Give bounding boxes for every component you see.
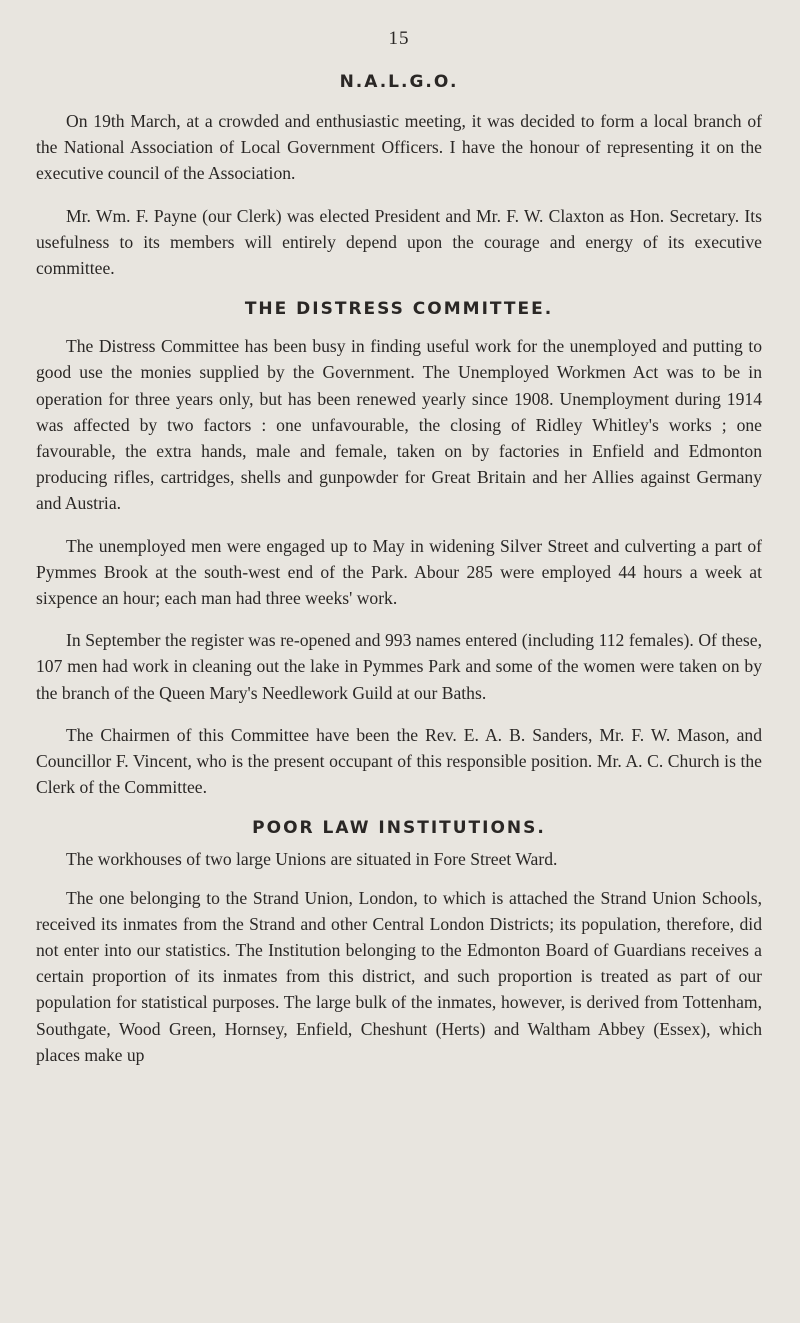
- paragraph: The Chairmen of this Committee have been the Rev. E. A. B. Sanders, Mr. F. W. Mason, and Councillor F. Vincent, who is the present occupant of this responsible position. Mr. A. C. Church is the Clerk of the Committee.: [36, 724, 762, 798]
- heading-nalgo: N.A.L.G.O.: [339, 72, 459, 92]
- paragraph: The unemployed men were engaged up to May in widening Silver Street and culverting a part of Pymmes Brook at the south-west end of the Park. Abour 285 were employed 44 hours a week at sixpence an hour; each man had three weeks' work.: [36, 535, 762, 609]
- paragraph: In September the register was re-opened and 993 names entered (including 112 females). Of these, 107 men had work in cleaning out the lake in Pymmes Park and some of the women were taken on by the branch of the Queen Mary's Needlework Guild at our Baths.: [36, 630, 762, 703]
- paragraph: The one belonging to the Strand Union, London, to which is attached the Strand Union Schools, received its inmates from the Strand and other Central London Districts; its population, therefore, did not enter into our statistics. The Institution belonging to the Edmonton Board of Guardians receives a certain proportion of its inmates from this district, and such proportion is treated as part of our population for statistical purposes. The large bulk of the inmates, however, is derived from Tottenham, Southgate, Wood Green, Hornsey, Enfield, Cheshunt (Herts) and Waltham Abbey (Essex), which places make up: [36, 887, 762, 1065]
- heading-poor-law-institutions: POOR LAW INSTITUTIONS.: [252, 818, 546, 839]
- page-number: 15: [388, 28, 410, 49]
- paragraph: The Distress Committee has been busy in finding useful work for the unemployed and putting to good use the monies supplied by the Government. The Unemployed Workmen Act was to be in operation for three years only, but has been renewed yearly since 1908. Unemployment during 1914 was affected by two factors : one unfavourable, the closing of Ridley Whitley's works ; one favourable, the extra hands, male and female, taken on by factories in Enfield and Edmonton producing rifles, cartridges, shells and gunpowder for Great Britain and her Allies against Germany and Austria.: [36, 336, 762, 514]
- section-poor-law-institutions: [36, 818, 762, 1068]
- paragraph: The workhouses of two large Unions are situated in Fore Street Ward.: [66, 849, 558, 870]
- section-distress-committee: [36, 299, 762, 800]
- paragraph: Mr. Wm. F. Payne (our Clerk) was elected President and Mr. F. W. Claxton as Hon. Secretary. Its usefulness to its members will entirely depend upon the courage and energy of its executive committee.: [36, 205, 762, 279]
- heading-distress-committee: THE DISTRESS COMMITTEE.: [244, 299, 554, 320]
- paragraph: On 19th March, at a crowded and enthusiastic meeting, it was decided to form a local branch of the National Association of Local Government Officers. I have the honour of representing it on the executive council of the Association.: [36, 111, 762, 184]
- section-nalgo: [36, 72, 762, 281]
